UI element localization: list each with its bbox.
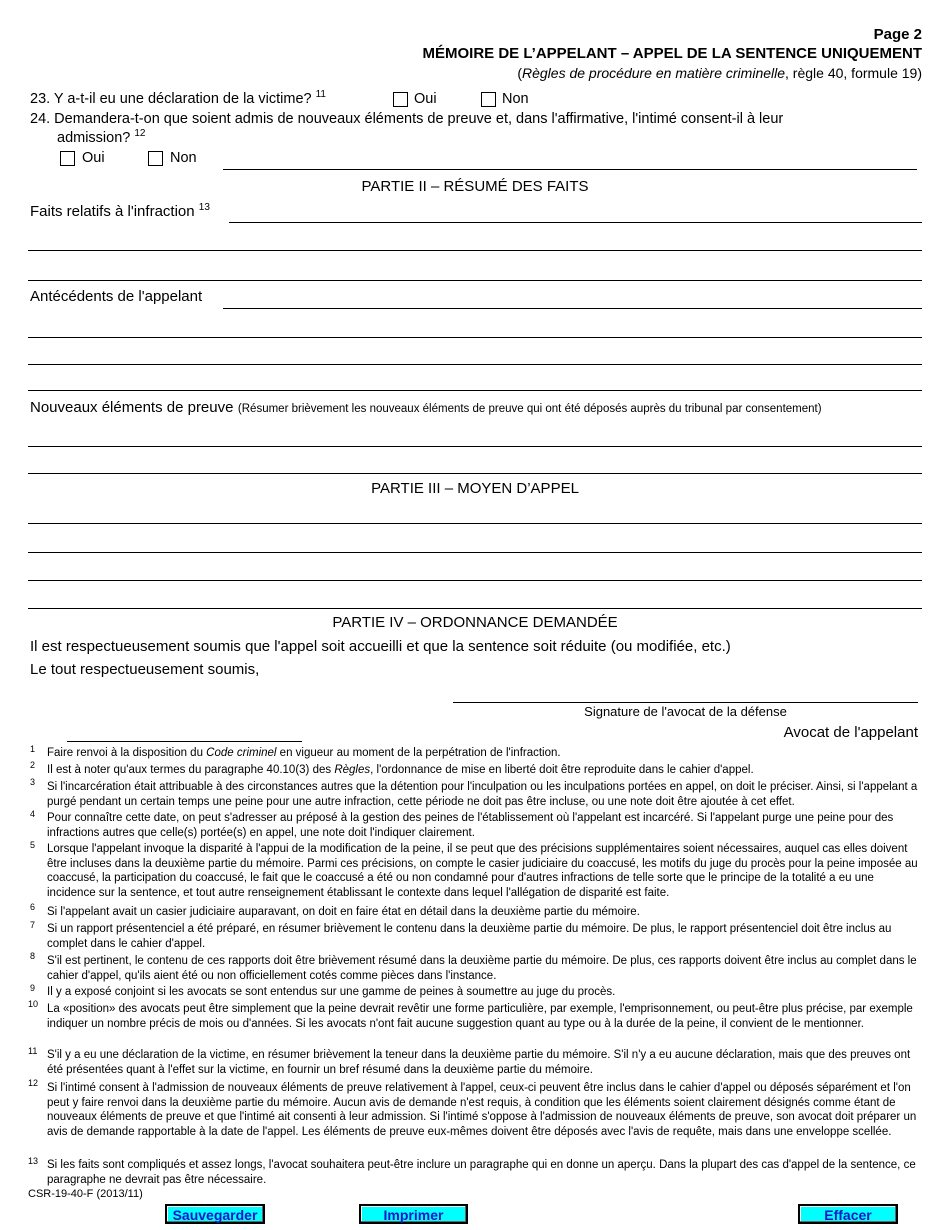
- footnote-9-number: 9: [30, 983, 36, 993]
- print-button[interactable]: Imprimer: [359, 1204, 468, 1224]
- q24-non-label: Non: [170, 150, 197, 166]
- footnote-5-number: 5: [30, 840, 36, 850]
- part-3-heading: PARTIE III – MOYEN D’APPEL: [371, 480, 579, 497]
- footnote-5: Lorsque l'appelant invoque la disparité à l'appui de la modification de la peine, il se peut que des précisions supplémentaires soient nécessaires, auquel cas elles doivent être incluses dans la deuxième partie du mémoire. Parmi ces précisions, on compte le casier judiciaire du coaccusé, les motifs du juge du procès pour la peine imposée au coaccusé, la participation du coaccusé, le fait que le coaccusé a été ou non condamné pour d'autres infractions de telle sorte que le principe de la totalité a eu une incidence sur la sentence, et tout autre renseignement établissant le contexte dans lequel l'allégation de disparité est faite.: [47, 843, 918, 899]
- page-number: Page 2: [873, 26, 922, 43]
- q23-non-checkbox[interactable]: [481, 92, 496, 107]
- q23-oui-label: Oui: [414, 91, 437, 107]
- footnote-10-number: 10: [28, 999, 39, 1009]
- footnote-1-text-b: en vigueur au moment de la perpétration de l'infraction.: [276, 747, 561, 759]
- footnote-3-number: 3: [30, 777, 36, 787]
- soumis-text: Le tout respectueusement soumis,: [30, 661, 260, 678]
- antecedents-label: Antécédents de l'appelant: [30, 288, 203, 305]
- subtitle-open: (: [517, 65, 522, 81]
- antecedents-line-2[interactable]: [28, 337, 922, 338]
- nouveaux-label: [30, 399, 822, 417]
- nouveaux-label-text: Nouveaux éléments de preuve: [30, 399, 234, 416]
- question-23: [30, 91, 326, 107]
- footnote-1-italic: Code criminel: [206, 747, 277, 759]
- question-24-note: 12: [134, 128, 146, 140]
- q24-answer-line[interactable]: [223, 169, 917, 170]
- signature-line[interactable]: [453, 702, 918, 703]
- nouveaux-hint: (Résumer brièvement les nouveaux éléments de preuve qui ont été déposés auprès du tribunal par consentement): [237, 403, 822, 415]
- footnote-13: Si les faits sont compliqués et assez longs, l'avocat souhaitera peut-être inclure un paragraphe qui en donne un aperçu. Dans la plupart des cas d'appel de la sentence, ce paragraphe ne devrait pas être nécessaire.: [47, 1159, 916, 1186]
- footnote-separator: [67, 741, 302, 742]
- nouveaux-line-2[interactable]: [28, 473, 922, 474]
- footnote-9: Il y a exposé conjoint si les avocats se sont entendus sur une gamme de peines à soumettre au juge du procès.: [47, 986, 616, 998]
- footnote-2-italic: Règles: [334, 764, 371, 776]
- footnote-1-number: 1: [30, 744, 36, 754]
- footnote-6: Si l'appelant avait un casier judiciaire auparavant, on doit en faire état en détail dans la deuxième partie du mémoire.: [47, 906, 640, 918]
- footnote-3: Si l'incarcération était attribuable à des circonstances autres que la détention pour l'inculpation ou les inculpations portées en appel, on doit le préciser. Ainsi, si l'appelant a purgé pendant un certain temps une peine pour une autre infraction, cette période ne doit pas être incluse, ou une note doit être ajoutée à cet effet.: [47, 781, 918, 808]
- avocat-label: Avocat de l'appelant: [783, 724, 918, 741]
- signature-label: Signature de l'avocat de la défense: [584, 704, 787, 719]
- footnote-2-text-b: , l'ordonnance de mise en liberté doit être reproduite dans le cahier d'appel.: [370, 764, 754, 776]
- q24-non-checkbox[interactable]: [148, 151, 163, 166]
- antecedents-line-1[interactable]: [223, 308, 922, 309]
- moyen-line-3[interactable]: [28, 580, 922, 581]
- footnote-2-text-a: Il est à noter qu'aux termes du paragraphe 40.10(3) des: [47, 764, 335, 776]
- nouveaux-line-1[interactable]: [28, 446, 922, 447]
- footnote-7-number: 7: [30, 920, 36, 930]
- part-2-heading: PARTIE II – RÉSUMÉ DES FAITS: [361, 178, 589, 195]
- form-code: CSR-19-40-F (2013/11): [28, 1188, 143, 1200]
- q24-oui-checkbox[interactable]: [60, 151, 75, 166]
- moyen-line-4[interactable]: [28, 608, 922, 609]
- q24-oui-label: Oui: [82, 150, 105, 166]
- footnote-4: Pour connaître cette date, on peut s'adresser au préposé à la gestion des peines de l'établissement où l'appelant est incarcéré. Si l'appelant purge une peine pour des infractions autres que celle(s) portée(s) en appel, une note doit l'indiquer clairement.: [47, 812, 894, 839]
- question-24-text: admission?: [57, 130, 131, 146]
- footnote-11-number: 11: [28, 1046, 38, 1056]
- faits-label: [30, 203, 210, 220]
- question-23-note: 11: [315, 89, 326, 101]
- moyen-line-1[interactable]: [28, 523, 922, 524]
- question-23-text: 23. Y a-t-il eu une déclaration de la victime?: [30, 91, 312, 107]
- antecedents-line-4[interactable]: [28, 390, 922, 391]
- subtitle-rest: , règle 40, formule 19): [785, 65, 922, 81]
- faits-label-text: Faits relatifs à l'infraction: [30, 203, 195, 220]
- faits-line-2[interactable]: [28, 250, 922, 251]
- antecedents-line-3[interactable]: [28, 364, 922, 365]
- faits-note: 13: [198, 202, 210, 213]
- footnote-2: [47, 763, 923, 778]
- footnote-13-number: 13: [28, 1156, 39, 1166]
- footnote-8-number: 8: [30, 951, 36, 961]
- q23-non-label: Non: [502, 91, 529, 107]
- subtitle-rules: Règles de procédure en matière criminelle: [522, 65, 786, 81]
- footnote-12: Si l'intimé consent à l'admission de nouveaux éléments de preuve relativement à l'appel, ceux-ci peuvent être inclus dans le cahier d'appel ou déposés séparément et l'on peut y faire renvoi dans la deuxième partie du mémoire. Aucun avis de demande n'est requis, à condition que les éléments soient clairement désignés comme étant de nouveaux éléments de preuve et que l'intimé ait consenti à leur admission. Si l'intimé s'oppose à l'admission de nouveaux éléments de preuve, son avocat doit préparer un avis de demande rapportable à la date de l'appel. Les éléments de preuve eux-mêmes doivent être déposés avec l'avis de requête, mais dans une enveloppe scellée.: [47, 1082, 917, 1138]
- question-24-line1: 24. Demandera-t-on que soient admis de nouveaux éléments de preuve et, dans l'affirmative, l'intimé consent-il à leur: [30, 111, 784, 127]
- faits-line-1[interactable]: [229, 222, 922, 223]
- ordonnance-text: Il est respectueusement soumis que l'appel soit accueilli et que la sentence soit réduite (ou modifiée, etc.): [30, 638, 731, 655]
- form-subtitle: [517, 65, 922, 81]
- q23-oui-checkbox[interactable]: [393, 92, 408, 107]
- save-button[interactable]: Sauvegarder: [165, 1204, 265, 1224]
- footnote-1-text-a: Faire renvoi à la disposition du: [47, 747, 207, 759]
- footnote-7: Si un rapport présentenciel a été préparé, en résumer brièvement le contenu dans la deuxième partie du mémoire. De plus, le rapport présentenciel doit être inclus au complet dans le cahier d'appel.: [47, 923, 892, 950]
- footnote-11: S'il y a eu une déclaration de la victime, en résumer brièvement la teneur dans la deuxième partie du mémoire. S'il n'y a eu aucune déclaration, mais que des preuves ont été présentées quant à l'effet sur la victime, en fournir un bref résumé dans la deuxième partie du mémoire.: [47, 1049, 911, 1076]
- clear-button[interactable]: Effacer: [798, 1204, 898, 1224]
- footnote-12-number: 12: [28, 1078, 39, 1088]
- footnote-8: S'il est pertinent, le contenu de ces rapports doit être brièvement résumé dans la deuxième partie du mémoire. De plus, ces rapports doivent être inclus au complet dans le cahier d'appel, qu'ils aient été ou non officiellement cotés comme pièces dans l'instance.: [47, 955, 917, 982]
- question-24-line2: [57, 130, 146, 146]
- form-title: MÉMOIRE DE L’APPELANT – APPEL DE LA SENTENCE UNIQUEMENT: [422, 45, 922, 62]
- footnote-4-number: 4: [30, 809, 36, 819]
- part-4-heading: PARTIE IV – ORDONNANCE DEMANDÉE: [332, 614, 618, 631]
- moyen-line-2[interactable]: [28, 552, 922, 553]
- footnote-1: [47, 746, 923, 761]
- footnote-10: La «position» des avocats peut être simplement que la peine devrait revêtir une forme particulière, par exemple, l'emprisonnement, ou peut-être plus précise, par exemple indiquer un nombre précis de mois ou d'années. Si les avocats n'ont fait aucune suggestion quant au type ou à la durée de la peine, il convient de le mentionner.: [47, 1003, 913, 1030]
- faits-line-3[interactable]: [28, 280, 922, 281]
- footnote-6-number: 6: [30, 902, 36, 912]
- footnote-2-number: 2: [30, 760, 36, 770]
